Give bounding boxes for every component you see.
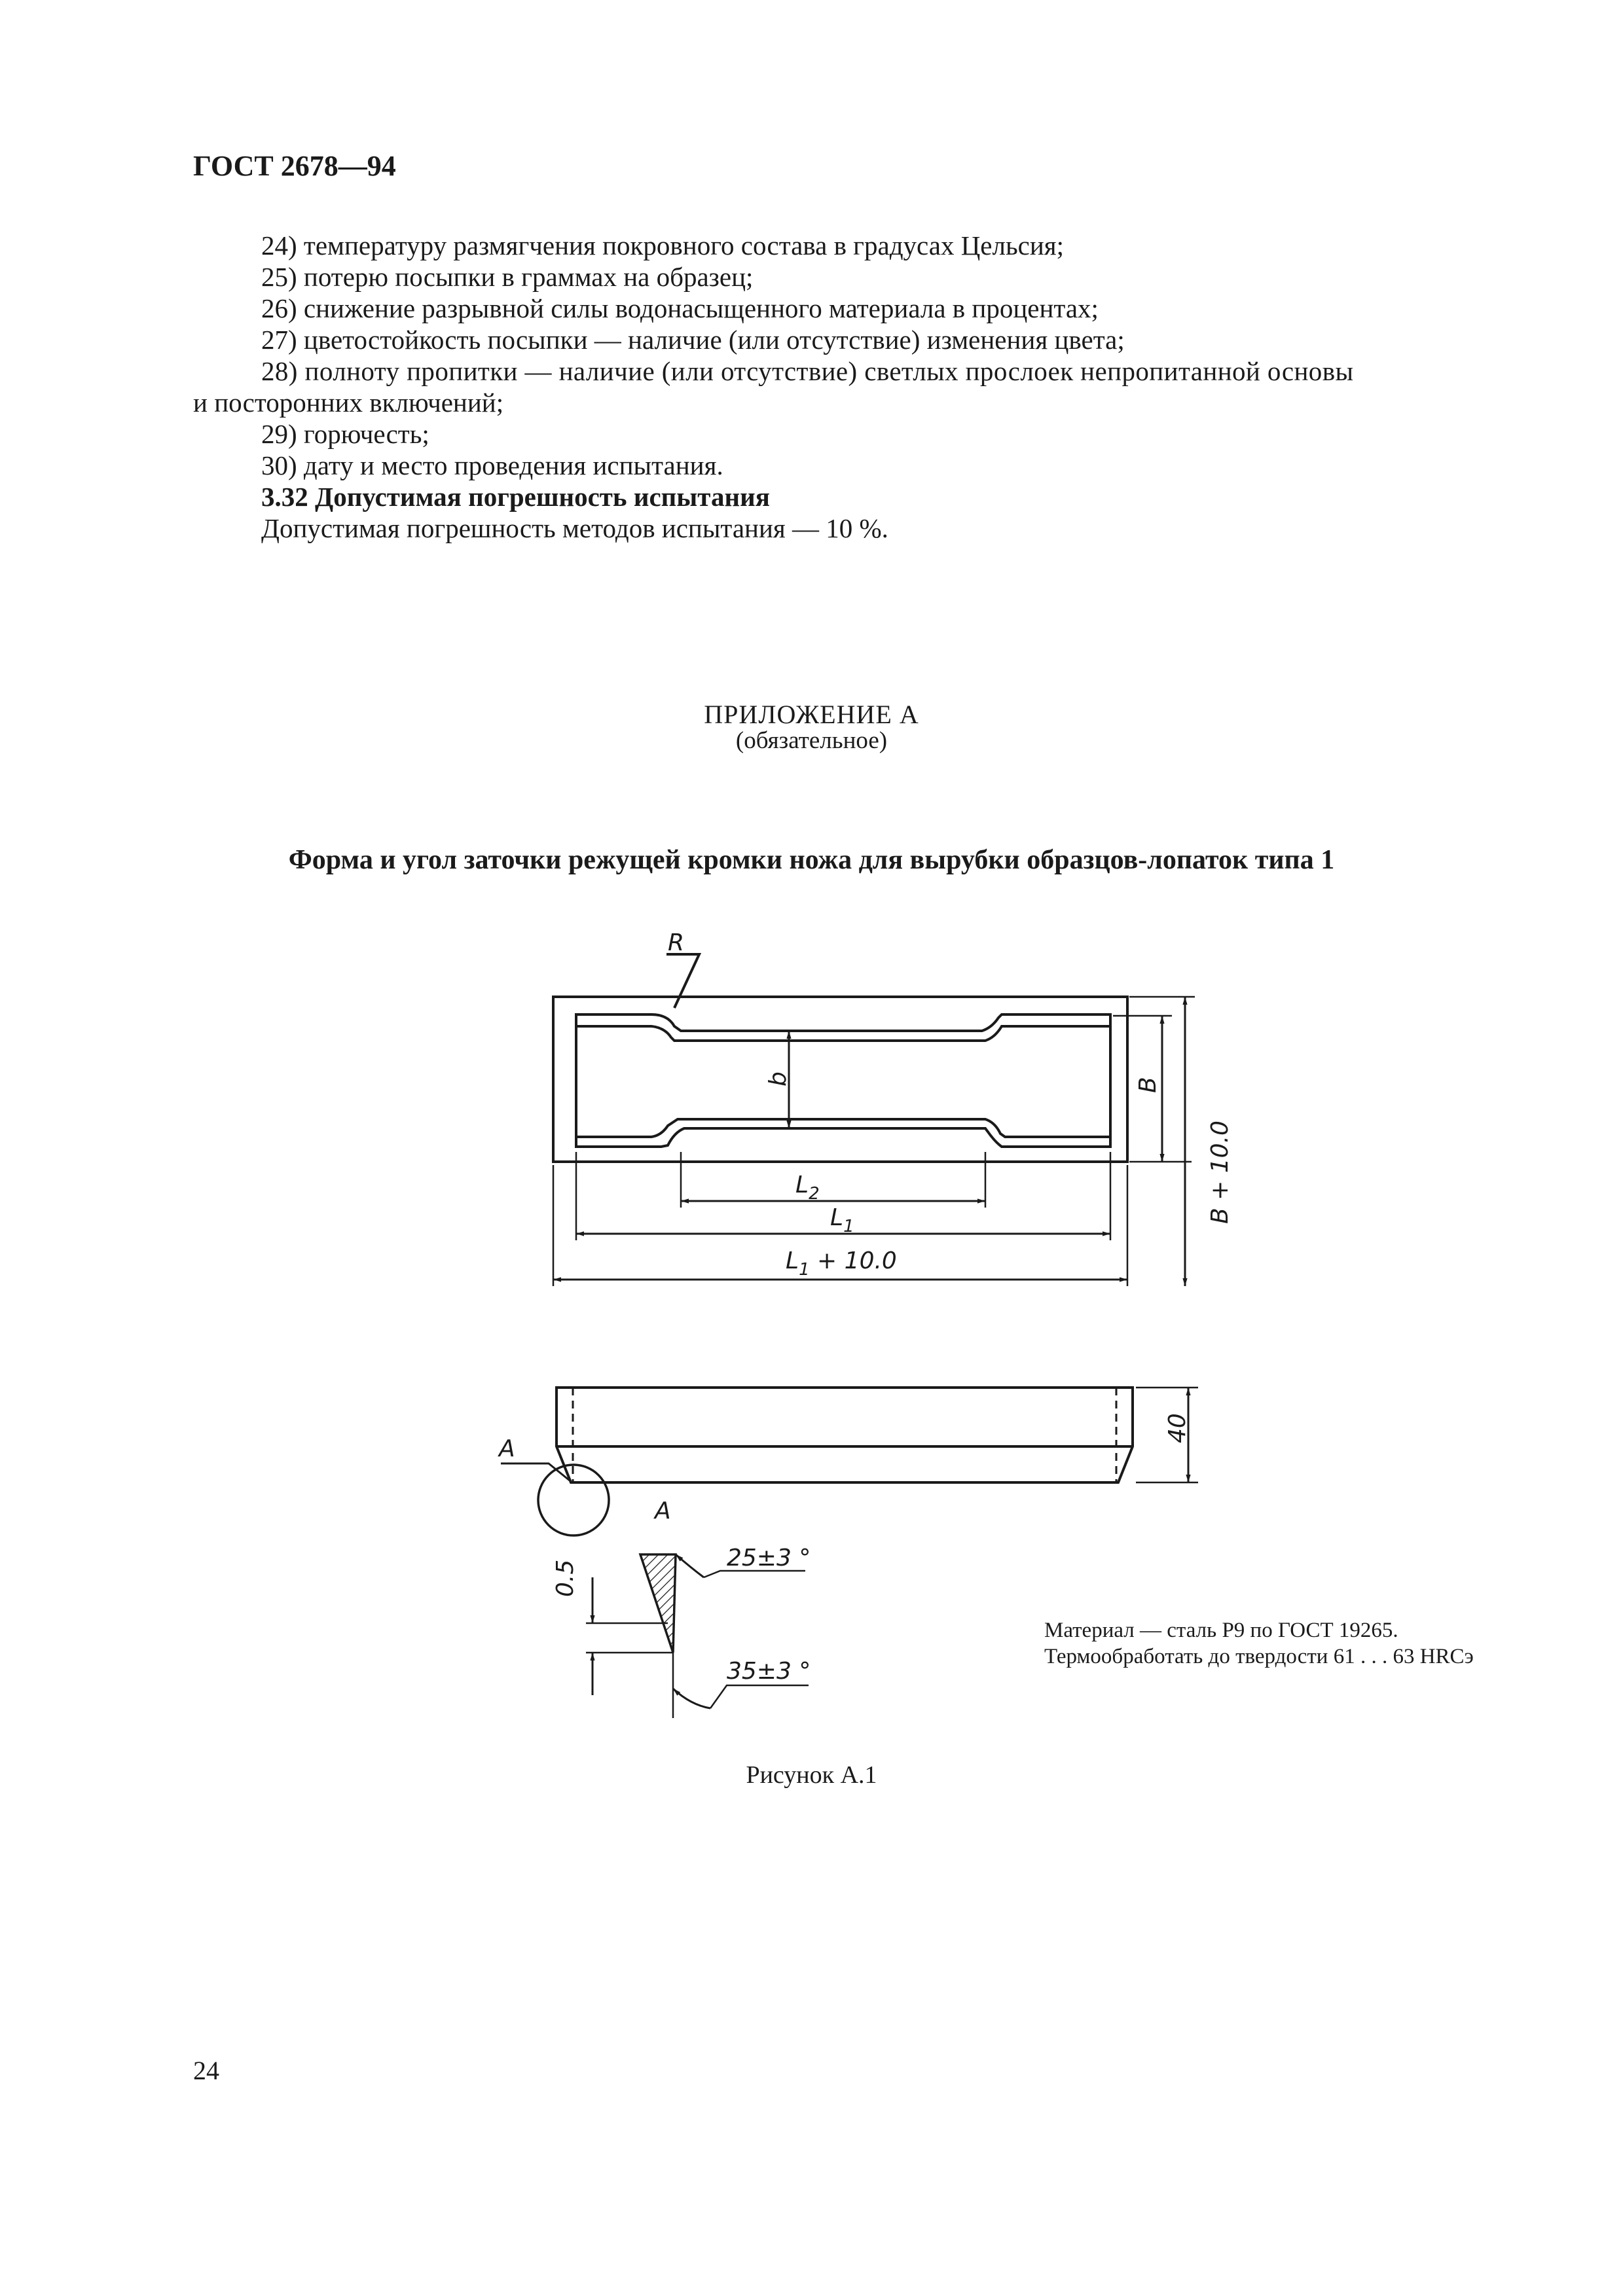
label-angle-35: 35±3 ° [727, 1658, 811, 1685]
material-note: Материал — сталь Р9 по ГОСТ 19265. [1044, 1619, 1398, 1642]
angle-bottom-arc [673, 1689, 710, 1708]
label-A-detail: A [655, 1498, 671, 1524]
list-item-continuation: и посторонних включений; [193, 387, 504, 418]
r-leader [666, 954, 699, 1008]
figure-caption: Рисунок А.1 [746, 1761, 877, 1789]
label-B-plus: B + 10.0 [1207, 1121, 1233, 1224]
label-L1-plus: $L_1 + 10.0$ [786, 1247, 897, 1280]
list-item: 27) цветостойкость посыпки — наличие (или отсутствие) изменения цвета; [261, 325, 1125, 355]
page-header: ГОСТ 2678—94 [193, 150, 396, 182]
label-0-5: 0.5 [552, 1559, 579, 1597]
list-item: 30) дату и место проведения испытания. [261, 450, 723, 480]
label-L2: $L_2$ [795, 1172, 820, 1204]
section-heading: 3.32 Допустимая погрешность испытания [261, 482, 770, 512]
label-A-leader: A [499, 1435, 515, 1462]
blade-tip-profile [640, 1554, 676, 1653]
label-40: 40 [1164, 1413, 1191, 1443]
section-text: Допустимая погрешность методов испытания — 10 %. [261, 513, 888, 543]
list-item: 28) полноту пропитки — наличие (или отсутствие) светлых прослоек непропитанной основы [261, 356, 1354, 386]
label-b: b [765, 1071, 792, 1086]
label-B: B [1135, 1077, 1161, 1093]
list-item: 24) температуру размягчения покровного состава в градусах Цельсия; [261, 230, 1065, 260]
dumbbell-inner-outline [576, 1014, 1110, 1147]
list-item: 29) горючесть; [261, 419, 429, 449]
list-item: 25) потерю посыпки в граммах на образец; [261, 262, 754, 292]
dumbbell-cutting-edge [576, 1026, 1110, 1137]
page-number: 24 [193, 2056, 219, 2085]
knife-side-outline [556, 1388, 1133, 1482]
figure-title: Форма и угол заточки режущей кромки ножа для вырубки образцов-лопаток типа 1 [288, 845, 1335, 875]
list-item: 26) снижение разрывной силы водонасыщенного материала в процентах; [261, 293, 1099, 323]
annex-subtitle: (обязательное) [735, 727, 888, 754]
detail-A-circle [538, 1465, 609, 1535]
label-L1: $L_1$ [830, 1204, 854, 1236]
label-angle-25: 25±3 ° [727, 1545, 811, 1571]
angle-top-arc [676, 1554, 704, 1577]
heat-treatment-note: Термообработать до твердости 61 . . . 63 HRCэ [1044, 1645, 1474, 1668]
annex-title: ПРИЛОЖЕНИЕ А [704, 700, 919, 729]
label-R: R [668, 929, 685, 956]
